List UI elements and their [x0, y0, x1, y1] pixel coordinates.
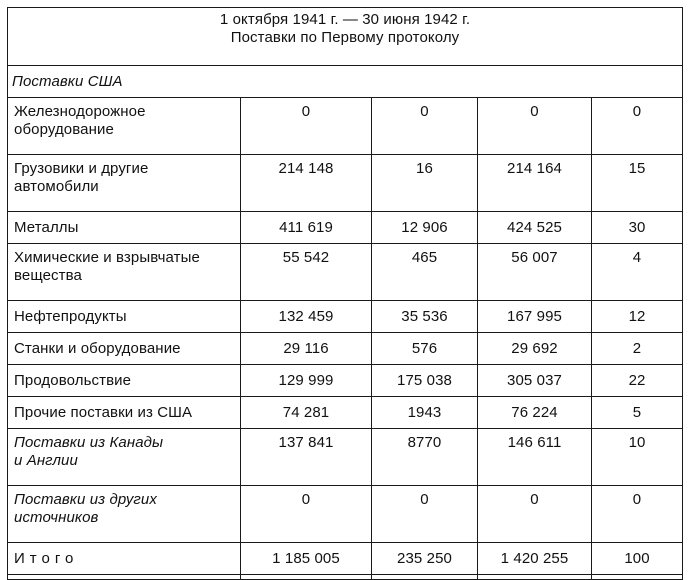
- total-row: [8, 543, 683, 575]
- value-cell: 12 906: [372, 212, 478, 244]
- table-row: [8, 486, 683, 543]
- row-label: Прочие поставки из США: [8, 397, 241, 429]
- total-value-cell: 1 185 005: [241, 543, 372, 575]
- value-cell: 214 164: [478, 155, 592, 212]
- percent-cell: 4: [592, 244, 683, 301]
- total-label: Итого: [8, 543, 241, 575]
- value-cell: 29 692: [478, 333, 592, 365]
- value-cell: 56 007: [478, 244, 592, 301]
- value-cell: 1943: [372, 397, 478, 429]
- value-cell: 305 037: [478, 365, 592, 397]
- percent-cell: 30: [592, 212, 683, 244]
- value-cell: 129 999: [241, 365, 372, 397]
- value-cell: 132 459: [241, 301, 372, 333]
- table-row: [8, 155, 683, 212]
- row-label: Химические и взрывчатые вещества: [8, 244, 241, 301]
- section-header: Поставки США: [8, 66, 683, 98]
- row-label: Продовольствие: [8, 365, 241, 397]
- value-cell: 55 542: [241, 244, 372, 301]
- row-label: Поставки из Канады и Англии: [8, 429, 241, 486]
- value-cell: 74 281: [241, 397, 372, 429]
- row-label: Металлы: [8, 212, 241, 244]
- value-cell: 16: [372, 155, 478, 212]
- value-cell: 0: [241, 486, 372, 543]
- value-cell: 0: [478, 486, 592, 543]
- value-cell: 146 611: [478, 429, 592, 486]
- table-row: [8, 212, 683, 244]
- value-cell: 465: [372, 244, 478, 301]
- total-value-cell: 1 420 255: [478, 543, 592, 575]
- value-cell: 35 536: [372, 301, 478, 333]
- value-cell: 76 224: [478, 397, 592, 429]
- percent-cell: 15: [592, 155, 683, 212]
- value-cell: 29 116: [241, 333, 372, 365]
- total-percent-cell: 100: [592, 543, 683, 575]
- table-row: [8, 98, 683, 155]
- title-protocol: Поставки по Первому протоколу: [230, 29, 460, 46]
- table-row: [8, 301, 683, 333]
- percent-cell: 10: [592, 429, 683, 486]
- percent-cell: 5: [592, 397, 683, 429]
- value-cell: 137 841: [241, 429, 372, 486]
- value-cell: 576: [372, 333, 478, 365]
- table-row: [8, 365, 683, 397]
- table-row: [8, 429, 683, 486]
- total-value-cell: 235 250: [372, 543, 478, 575]
- percent-cell: 0: [592, 486, 683, 543]
- value-cell: 175 038: [372, 365, 478, 397]
- supply-table: [7, 7, 683, 580]
- document-page: [7, 7, 682, 580]
- table-row: [8, 333, 683, 365]
- percent-cell: 12: [592, 301, 683, 333]
- value-cell: 0: [372, 486, 478, 543]
- percent-cell: 2: [592, 333, 683, 365]
- title-period: 1 октября 1941 г. — 30 июня 1942 г.: [219, 11, 471, 28]
- value-cell: 0: [372, 98, 478, 155]
- percent-cell: 0: [592, 98, 683, 155]
- row-label: Железнодорожное оборудование: [8, 98, 241, 155]
- value-cell: 0: [478, 98, 592, 155]
- value-cell: 167 995: [478, 301, 592, 333]
- value-cell: 0: [241, 98, 372, 155]
- row-label: Станки и оборудование: [8, 333, 241, 365]
- table-bottom-edge: [8, 575, 683, 580]
- value-cell: 214 148: [241, 155, 372, 212]
- table-title: [8, 8, 683, 66]
- value-cell: 8770: [372, 429, 478, 486]
- row-label: Грузовики и другие автомобили: [8, 155, 241, 212]
- value-cell: 411 619: [241, 212, 372, 244]
- value-cell: 424 525: [478, 212, 592, 244]
- percent-cell: 22: [592, 365, 683, 397]
- row-label: Нефтепродукты: [8, 301, 241, 333]
- table-row: [8, 397, 683, 429]
- table-row: [8, 244, 683, 301]
- row-label: Поставки из других источников: [8, 486, 241, 543]
